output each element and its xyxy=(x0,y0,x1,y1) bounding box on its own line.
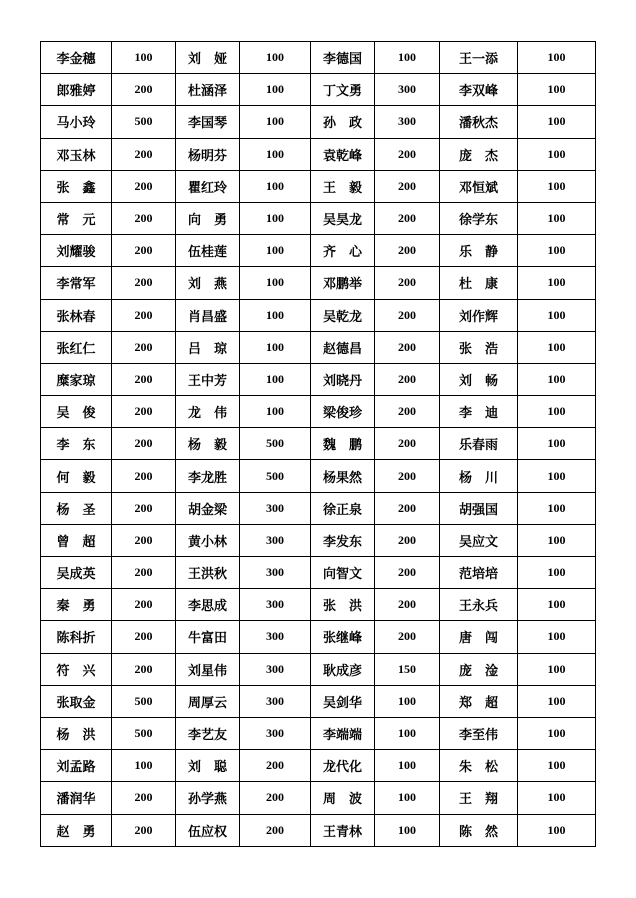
donation-amount-cell: 200 xyxy=(375,235,440,267)
donation-amount-cell: 300 xyxy=(240,524,311,556)
table-row xyxy=(41,42,596,74)
donor-name-cell: 吴昊龙 xyxy=(311,202,375,234)
table-row xyxy=(41,235,596,267)
donation-amount-cell: 100 xyxy=(518,782,596,814)
donor-name-cell: 张 鑫 xyxy=(41,170,112,202)
donor-name-cell: 刘星伟 xyxy=(176,653,240,685)
donor-name-cell: 牛富田 xyxy=(176,621,240,653)
donation-amount-cell: 100 xyxy=(518,621,596,653)
donor-name-cell: 邓鹏举 xyxy=(311,267,375,299)
donor-name-cell: 胡金梁 xyxy=(176,492,240,524)
table-row xyxy=(41,202,596,234)
donor-name-cell: 刘耀骏 xyxy=(41,235,112,267)
table-row xyxy=(41,492,596,524)
donor-name-cell: 陈科折 xyxy=(41,621,112,653)
donation-amount-cell: 100 xyxy=(518,170,596,202)
donor-name-cell: 王 毅 xyxy=(311,170,375,202)
table-body xyxy=(41,42,596,847)
table-row xyxy=(41,428,596,460)
donor-name-cell: 伍应权 xyxy=(176,814,240,846)
donor-name-cell: 周厚云 xyxy=(176,685,240,717)
donation-amount-cell: 100 xyxy=(518,428,596,460)
table-row xyxy=(41,557,596,589)
donation-amount-cell: 200 xyxy=(112,782,176,814)
donation-amount-cell: 200 xyxy=(112,428,176,460)
donation-amount-cell: 500 xyxy=(112,685,176,717)
donor-name-cell: 杨 圣 xyxy=(41,492,112,524)
donation-amount-cell: 100 xyxy=(518,202,596,234)
donor-name-cell: 刘 娅 xyxy=(176,42,240,74)
donation-amount-cell: 200 xyxy=(112,170,176,202)
donor-name-cell: 吴应文 xyxy=(440,524,518,556)
donation-amount-cell: 200 xyxy=(112,492,176,524)
donation-amount-cell: 100 xyxy=(240,267,311,299)
donation-amount-cell: 100 xyxy=(518,42,596,74)
table-row xyxy=(41,267,596,299)
donor-name-cell: 丁文勇 xyxy=(311,74,375,106)
donor-name-cell: 杨果然 xyxy=(311,460,375,492)
donation-amount-cell: 200 xyxy=(375,492,440,524)
donor-name-cell: 吴剑华 xyxy=(311,685,375,717)
donation-amount-cell: 150 xyxy=(375,653,440,685)
donor-name-cell: 庞 杰 xyxy=(440,138,518,170)
donor-name-cell: 赵 勇 xyxy=(41,814,112,846)
donation-amount-cell: 200 xyxy=(375,557,440,589)
donor-name-cell: 吕 琼 xyxy=(176,331,240,363)
donation-amount-cell: 100 xyxy=(240,235,311,267)
table-row xyxy=(41,106,596,138)
table-row xyxy=(41,396,596,428)
donation-amount-cell: 100 xyxy=(518,138,596,170)
table-row xyxy=(41,170,596,202)
donation-amount-cell: 100 xyxy=(518,363,596,395)
donor-name-cell: 何 毅 xyxy=(41,460,112,492)
donation-amount-cell: 200 xyxy=(375,299,440,331)
donation-amount-cell: 200 xyxy=(112,460,176,492)
donor-name-cell: 郎雅婷 xyxy=(41,74,112,106)
donation-amount-cell: 100 xyxy=(112,42,176,74)
donor-name-cell: 刘作辉 xyxy=(440,299,518,331)
donor-name-cell: 王永兵 xyxy=(440,589,518,621)
donor-name-cell: 袁乾峰 xyxy=(311,138,375,170)
table-row xyxy=(41,524,596,556)
donation-amount-cell: 100 xyxy=(518,331,596,363)
donor-name-cell: 刘 聪 xyxy=(176,750,240,782)
donor-name-cell: 李国琴 xyxy=(176,106,240,138)
donation-amount-cell: 200 xyxy=(112,363,176,395)
donation-amount-cell: 200 xyxy=(112,814,176,846)
donation-amount-cell: 200 xyxy=(375,428,440,460)
donor-name-cell: 李金穗 xyxy=(41,42,112,74)
donor-name-cell: 吴乾龙 xyxy=(311,299,375,331)
donor-name-cell: 朱 松 xyxy=(440,750,518,782)
donation-amount-cell: 100 xyxy=(518,267,596,299)
donor-name-cell: 范培培 xyxy=(440,557,518,589)
donor-name-cell: 赵德昌 xyxy=(311,331,375,363)
donor-name-cell: 刘晓丹 xyxy=(311,363,375,395)
donation-amount-cell: 200 xyxy=(375,331,440,363)
donation-amount-cell: 200 xyxy=(112,267,176,299)
donor-name-cell: 王 翔 xyxy=(440,782,518,814)
donor-name-cell: 张取金 xyxy=(41,685,112,717)
donation-amount-cell: 200 xyxy=(375,396,440,428)
donor-name-cell: 潘润华 xyxy=(41,782,112,814)
donation-amount-cell: 200 xyxy=(375,460,440,492)
donation-amount-cell: 500 xyxy=(240,428,311,460)
donor-name-cell: 庞 淦 xyxy=(440,653,518,685)
table-row xyxy=(41,685,596,717)
donor-name-cell: 李 东 xyxy=(41,428,112,460)
donor-name-cell: 秦 勇 xyxy=(41,589,112,621)
donor-name-cell: 齐 心 xyxy=(311,235,375,267)
table-row xyxy=(41,331,596,363)
donation-amount-cell: 300 xyxy=(375,74,440,106)
donor-name-cell: 邓玉林 xyxy=(41,138,112,170)
donor-name-cell: 马小玲 xyxy=(41,106,112,138)
donation-amount-cell: 200 xyxy=(375,138,440,170)
donation-amount-cell: 200 xyxy=(112,653,176,685)
donor-name-cell: 张 浩 xyxy=(440,331,518,363)
donation-amount-cell: 300 xyxy=(240,492,311,524)
donor-name-cell: 刘孟路 xyxy=(41,750,112,782)
donor-name-cell: 徐正泉 xyxy=(311,492,375,524)
donor-name-cell: 孙学燕 xyxy=(176,782,240,814)
donor-name-cell: 徐学东 xyxy=(440,202,518,234)
donation-amount-cell: 200 xyxy=(375,524,440,556)
donation-amount-cell: 100 xyxy=(240,363,311,395)
donation-amount-cell: 100 xyxy=(518,460,596,492)
donation-amount-cell: 100 xyxy=(375,814,440,846)
donation-amount-cell: 300 xyxy=(240,621,311,653)
donor-name-cell: 黄小林 xyxy=(176,524,240,556)
donor-name-cell: 胡强国 xyxy=(440,492,518,524)
donor-name-cell: 王洪秋 xyxy=(176,557,240,589)
donor-name-cell: 李双峰 xyxy=(440,74,518,106)
donation-amount-cell: 500 xyxy=(240,460,311,492)
donor-name-cell: 周 波 xyxy=(311,782,375,814)
donation-amount-cell: 100 xyxy=(240,396,311,428)
donor-name-cell: 邓恒斌 xyxy=(440,170,518,202)
donation-amount-cell: 100 xyxy=(518,685,596,717)
donor-name-cell: 杨 洪 xyxy=(41,717,112,749)
donor-name-cell: 王青林 xyxy=(311,814,375,846)
table-row xyxy=(41,138,596,170)
donor-name-cell: 潘秋杰 xyxy=(440,106,518,138)
donation-amount-cell: 500 xyxy=(112,717,176,749)
table-row xyxy=(41,750,596,782)
table-row xyxy=(41,717,596,749)
donation-amount-cell: 100 xyxy=(375,685,440,717)
donation-amount-cell: 500 xyxy=(112,106,176,138)
table-row xyxy=(41,74,596,106)
donor-name-cell: 伍桂莲 xyxy=(176,235,240,267)
donation-amount-cell: 100 xyxy=(240,170,311,202)
donor-name-cell: 吴成英 xyxy=(41,557,112,589)
donation-amount-cell: 100 xyxy=(518,589,596,621)
donor-name-cell: 乐春雨 xyxy=(440,428,518,460)
donor-name-cell: 李德国 xyxy=(311,42,375,74)
donation-amount-cell: 200 xyxy=(375,621,440,653)
donation-amount-cell: 100 xyxy=(518,653,596,685)
donor-name-cell: 向 勇 xyxy=(176,202,240,234)
donation-amount-cell: 100 xyxy=(518,299,596,331)
donor-name-cell: 杨明芬 xyxy=(176,138,240,170)
table-row xyxy=(41,299,596,331)
donation-amount-cell: 200 xyxy=(112,235,176,267)
donor-name-cell: 向智文 xyxy=(311,557,375,589)
table-row xyxy=(41,621,596,653)
table-row xyxy=(41,653,596,685)
donor-name-cell: 王中芳 xyxy=(176,363,240,395)
donor-name-cell: 乐 静 xyxy=(440,235,518,267)
donor-name-cell: 耿成彦 xyxy=(311,653,375,685)
table-row xyxy=(41,363,596,395)
donation-amount-cell: 100 xyxy=(518,557,596,589)
donation-amount-cell: 200 xyxy=(112,331,176,363)
donation-amount-cell: 200 xyxy=(112,138,176,170)
table-row xyxy=(41,782,596,814)
donor-name-cell: 吴 俊 xyxy=(41,396,112,428)
donor-name-cell: 杨 毅 xyxy=(176,428,240,460)
donor-name-cell: 刘 燕 xyxy=(176,267,240,299)
donation-amount-cell: 200 xyxy=(375,589,440,621)
donation-amount-cell: 100 xyxy=(240,138,311,170)
donation-amount-cell: 200 xyxy=(112,396,176,428)
donation-amount-cell: 200 xyxy=(112,589,176,621)
donation-amount-cell: 200 xyxy=(112,74,176,106)
donor-name-cell: 李艺友 xyxy=(176,717,240,749)
donation-amount-cell: 100 xyxy=(375,717,440,749)
donation-amount-cell: 200 xyxy=(112,557,176,589)
donor-name-cell: 李龙胜 xyxy=(176,460,240,492)
donor-name-cell: 瞿红玲 xyxy=(176,170,240,202)
donor-name-cell: 李常军 xyxy=(41,267,112,299)
donation-amount-cell: 100 xyxy=(518,74,596,106)
table-row xyxy=(41,460,596,492)
donation-amount-cell: 300 xyxy=(375,106,440,138)
donor-name-cell: 糜家琼 xyxy=(41,363,112,395)
table-row xyxy=(41,814,596,846)
donation-amount-cell: 100 xyxy=(375,42,440,74)
donation-amount-cell: 100 xyxy=(518,396,596,428)
donor-name-cell: 魏 鹏 xyxy=(311,428,375,460)
donor-name-cell: 常 元 xyxy=(41,202,112,234)
donor-name-cell: 王一添 xyxy=(440,42,518,74)
donation-amount-cell: 300 xyxy=(240,685,311,717)
donation-amount-cell: 300 xyxy=(240,717,311,749)
donor-name-cell: 孙 政 xyxy=(311,106,375,138)
donation-amount-cell: 200 xyxy=(375,170,440,202)
donor-name-cell: 张 洪 xyxy=(311,589,375,621)
donor-name-cell: 李端端 xyxy=(311,717,375,749)
donation-amount-cell: 100 xyxy=(518,106,596,138)
donor-name-cell: 龙 伟 xyxy=(176,396,240,428)
donation-amount-cell: 200 xyxy=(112,524,176,556)
donor-name-cell: 刘 畅 xyxy=(440,363,518,395)
donation-amount-cell: 100 xyxy=(240,42,311,74)
donation-amount-cell: 200 xyxy=(240,750,311,782)
donor-name-cell: 梁俊珍 xyxy=(311,396,375,428)
donation-amount-cell: 100 xyxy=(240,331,311,363)
donor-name-cell: 肖昌盛 xyxy=(176,299,240,331)
donation-amount-cell: 200 xyxy=(240,782,311,814)
donation-amount-cell: 100 xyxy=(518,524,596,556)
donor-name-cell: 张红仁 xyxy=(41,331,112,363)
donation-amount-cell: 200 xyxy=(375,267,440,299)
donation-amount-cell: 100 xyxy=(518,235,596,267)
donation-amount-cell: 100 xyxy=(240,106,311,138)
donor-name-cell: 杨 川 xyxy=(440,460,518,492)
donation-amount-cell: 300 xyxy=(240,557,311,589)
donation-amount-cell: 200 xyxy=(375,363,440,395)
donation-amount-cell: 100 xyxy=(240,299,311,331)
donor-name-cell: 陈 然 xyxy=(440,814,518,846)
donor-name-cell: 张继峰 xyxy=(311,621,375,653)
donation-amount-cell: 100 xyxy=(518,814,596,846)
donation-amount-cell: 100 xyxy=(112,750,176,782)
donation-amount-cell: 200 xyxy=(240,814,311,846)
donor-name-cell: 杜 康 xyxy=(440,267,518,299)
donation-amount-cell: 300 xyxy=(240,653,311,685)
donor-name-cell: 李至伟 xyxy=(440,717,518,749)
donation-amount-cell: 100 xyxy=(375,750,440,782)
donation-amount-cell: 100 xyxy=(375,782,440,814)
donation-amount-cell: 200 xyxy=(375,202,440,234)
donor-name-cell: 唐 闯 xyxy=(440,621,518,653)
donation-amount-cell: 100 xyxy=(518,717,596,749)
donation-amount-cell: 100 xyxy=(240,202,311,234)
donation-amount-cell: 300 xyxy=(240,589,311,621)
donation-amount-cell: 200 xyxy=(112,202,176,234)
donation-amount-cell: 100 xyxy=(240,74,311,106)
donation-table xyxy=(40,41,596,847)
donation-amount-cell: 200 xyxy=(112,621,176,653)
donor-name-cell: 龙代化 xyxy=(311,750,375,782)
donor-name-cell: 张林春 xyxy=(41,299,112,331)
donor-name-cell: 符 兴 xyxy=(41,653,112,685)
donor-name-cell: 郑 超 xyxy=(440,685,518,717)
donor-name-cell: 曾 超 xyxy=(41,524,112,556)
donation-amount-cell: 100 xyxy=(518,492,596,524)
donor-name-cell: 李 迪 xyxy=(440,396,518,428)
donor-name-cell: 杜涵泽 xyxy=(176,74,240,106)
donation-amount-cell: 100 xyxy=(518,750,596,782)
donor-name-cell: 李思成 xyxy=(176,589,240,621)
table-row xyxy=(41,589,596,621)
donation-amount-cell: 200 xyxy=(112,299,176,331)
donor-name-cell: 李发东 xyxy=(311,524,375,556)
